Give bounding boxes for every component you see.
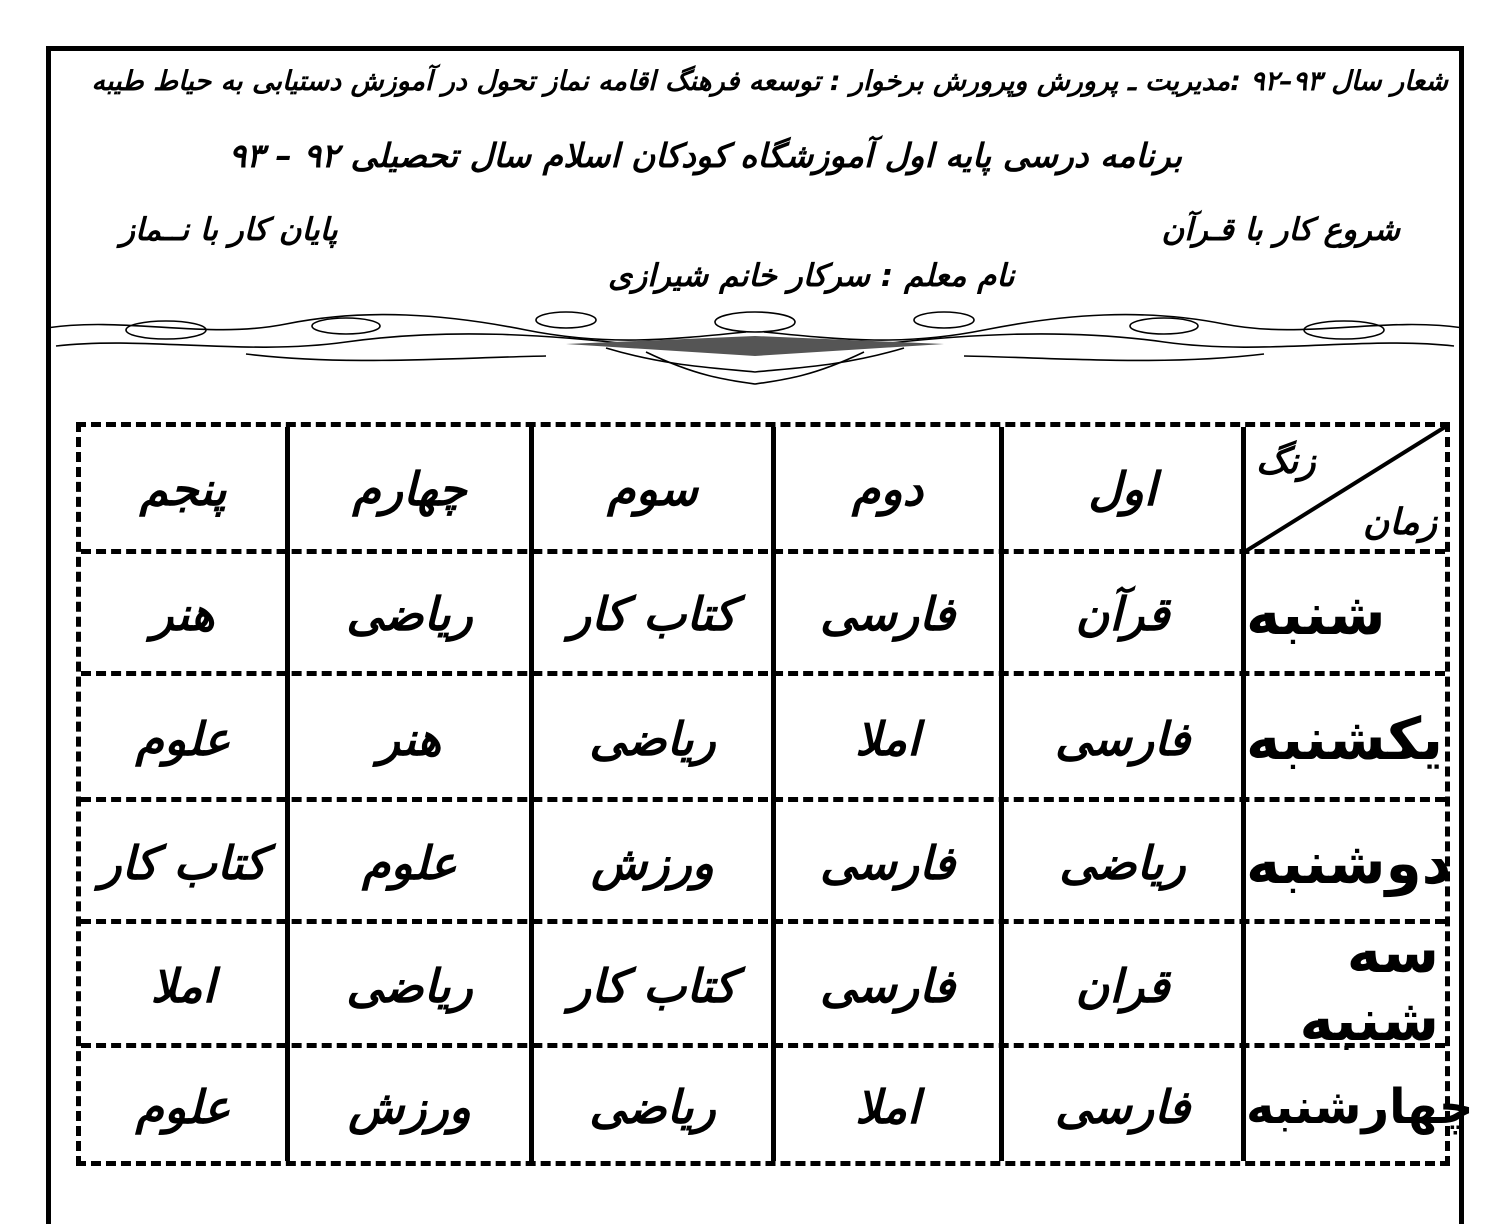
class-cell: املا — [855, 1080, 920, 1134]
period-header: دوم — [851, 462, 924, 516]
corner-cell — [1246, 427, 1445, 551]
class-cell: علوم — [135, 712, 231, 766]
period-header: اول — [1088, 462, 1157, 516]
ornamental-divider — [46, 306, 1464, 386]
class-cell: کتاب کار — [568, 959, 737, 1013]
class-cell: فارسی — [819, 587, 956, 641]
class-cell: علوم — [362, 836, 457, 890]
class-cell: ریاضی — [1059, 836, 1186, 890]
schedule-row — [81, 1049, 1474, 1165]
class-cell: املا — [855, 712, 920, 766]
page-title: برنامه درسی پایه اول آموزشگاه کودکان اسلام سال تحصیلی ۹۲ – ۹۳ — [228, 136, 1182, 175]
day-label: شنبه — [1246, 580, 1386, 648]
day-label: چهارشنبه — [1246, 1079, 1474, 1135]
class-cell: علوم — [135, 1080, 231, 1134]
class-cell: ریاضی — [346, 587, 473, 641]
class-cell: هنر — [151, 587, 215, 641]
corner-label-period: زنگ — [1256, 441, 1316, 482]
class-cell: قرآن — [1075, 587, 1170, 641]
period-header: چهارم — [352, 462, 467, 516]
class-cell: ریاضی — [589, 712, 716, 766]
class-cell: املا — [150, 959, 216, 1013]
start-motto: شروع کار با قـرآن — [1161, 212, 1400, 248]
year-motto: شعار سال ۹۳–۹۲ :مدیریت ـ پرورش وپرورش برخوار : توسعه فرهنگ اقامه نماز تحول در آموزش دستیابی به حیاط طیبه — [91, 66, 1448, 97]
day-label: دوشنبه — [1246, 829, 1452, 897]
class-cell: فارسی — [819, 959, 956, 1013]
period-header: سوم — [607, 462, 698, 516]
schedule-row — [81, 803, 1452, 923]
schedule-row — [81, 677, 1445, 801]
schedule-row — [81, 918, 1445, 1054]
class-cell: فارسی — [1054, 1080, 1191, 1134]
class-cell: کتاب کار — [568, 587, 737, 641]
class-cell: فارسی — [819, 836, 956, 890]
schedule-table — [76, 422, 1474, 1166]
day-label: سه شنبه — [1299, 918, 1439, 1054]
class-cell: فارسی — [1054, 712, 1191, 766]
class-cell: ریاضی — [589, 1080, 716, 1134]
class-cell: ورزش — [591, 836, 714, 890]
header-row — [81, 427, 1445, 551]
day-label: یکشنبه — [1246, 705, 1444, 773]
schedule-row — [81, 555, 1445, 673]
end-motto: پایان کار با نــماز — [120, 212, 338, 248]
teacher-name: نام معلم : سرکار خانم شیرازی — [608, 258, 1015, 294]
class-cell: قران — [1075, 959, 1170, 1013]
class-cell: کتاب کار — [99, 836, 267, 890]
corner-label-time: زمان — [1362, 502, 1437, 543]
class-cell: ریاضی — [346, 959, 473, 1013]
class-cell: ورزش — [348, 1080, 471, 1134]
class-cell: هنر — [377, 712, 442, 766]
period-header: پنجم — [139, 462, 227, 516]
